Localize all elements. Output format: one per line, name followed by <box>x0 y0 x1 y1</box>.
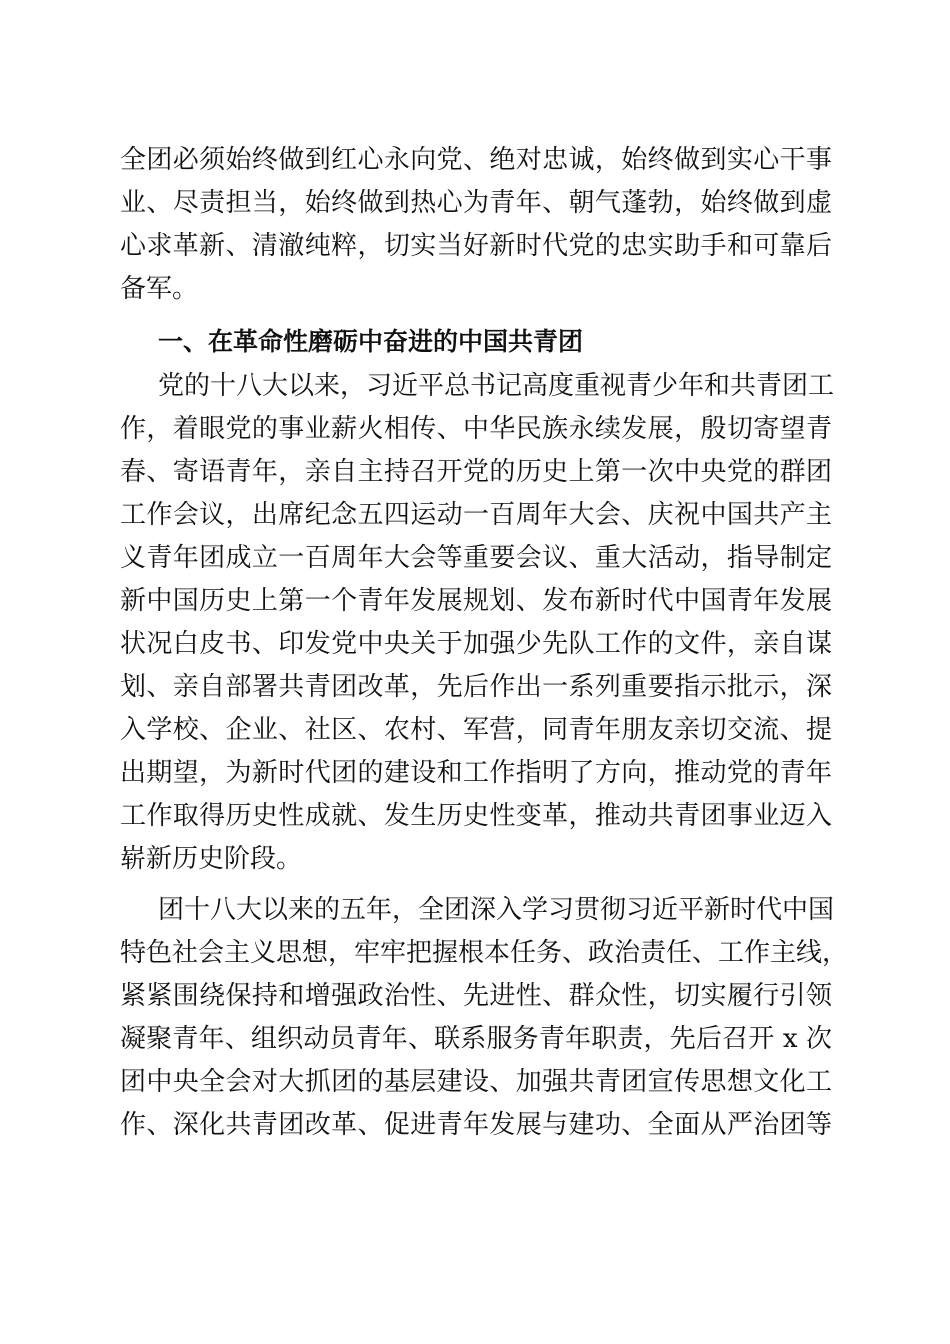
paragraph-line: 崭新历史阶段。 <box>120 844 303 874</box>
paragraph-line: 特色社会主义思想，牢牢把握根本任务、政治责任、工作主线， <box>120 938 849 968</box>
paragraph-line: 工作取得历史性成就、发生历史性变革，推动共青团事业迈入 <box>120 801 832 831</box>
paragraph-line: 作、深化共青团改革、促进青年发展与建功、全面从严治团等 <box>120 1110 832 1140</box>
paragraph-line: 新中国历史上第一个青年发展规划、发布新时代中国青年发展 <box>120 586 832 616</box>
paragraph-line: 紧紧围绕保持和增强政治性、先进性、群众性，切实履行引领 <box>120 981 832 1011</box>
paragraph-line: 义青年团成立一百周年大会等重要会议、重大活动，指导制定 <box>120 543 832 573</box>
paragraph-line: 出期望，为新时代团的建设和工作指明了方向，推动党的青年 <box>120 758 832 788</box>
paragraph-line: 团中央全会对大抓团的基层建设、加强共青团宣传思想文化工 <box>120 1067 832 1097</box>
paragraph-line: 春、寄语青年，亲自主持召开党的历史上第一次中央党的群团 <box>120 457 832 487</box>
paragraph-line: 业、尽责担当，始终做到热心为青年、朝气蓬勃，始终做到虚 <box>120 188 832 218</box>
paragraph-line: 备军。 <box>120 274 199 304</box>
paragraph-line: 划、亲自部署共青团改革，先后作出一系列重要指示批示，深 <box>120 672 832 702</box>
section-heading: 一、在革命性磨砺中奋进的中国共青团 <box>158 327 584 356</box>
paragraph-line: 状况白皮书、印发党中央关于加强少先队工作的文件，亲自谋 <box>120 629 832 659</box>
paragraph-line: 团十八大以来的五年，全团深入学习贯彻习近平新时代中国 <box>158 895 835 925</box>
paragraph-line: 工作会议，出席纪念五四运动一百周年大会、庆祝中国共产主 <box>120 500 832 530</box>
paragraph-line: 入学校、企业、社区、农村、军营，同青年朋友亲切交流、提 <box>120 715 832 745</box>
paragraph-line: 党的十八大以来，习近平总书记高度重视青少年和共青团工 <box>158 371 835 401</box>
paragraph-line: 心求革新、清澈纯粹，切实当好新时代党的忠实助手和可靠后 <box>120 231 832 261</box>
paragraph-line: 全团必须始终做到红心永向党、绝对忠诚，始终做到实心干事 <box>120 145 832 175</box>
paragraph-line: 凝聚青年、组织动员青年、联系服务青年职责，先后召开 x 次 <box>120 1024 832 1054</box>
paragraph-line: 作，着眼党的事业薪火相传、中华民族永续发展，殷切寄望青 <box>120 414 832 444</box>
